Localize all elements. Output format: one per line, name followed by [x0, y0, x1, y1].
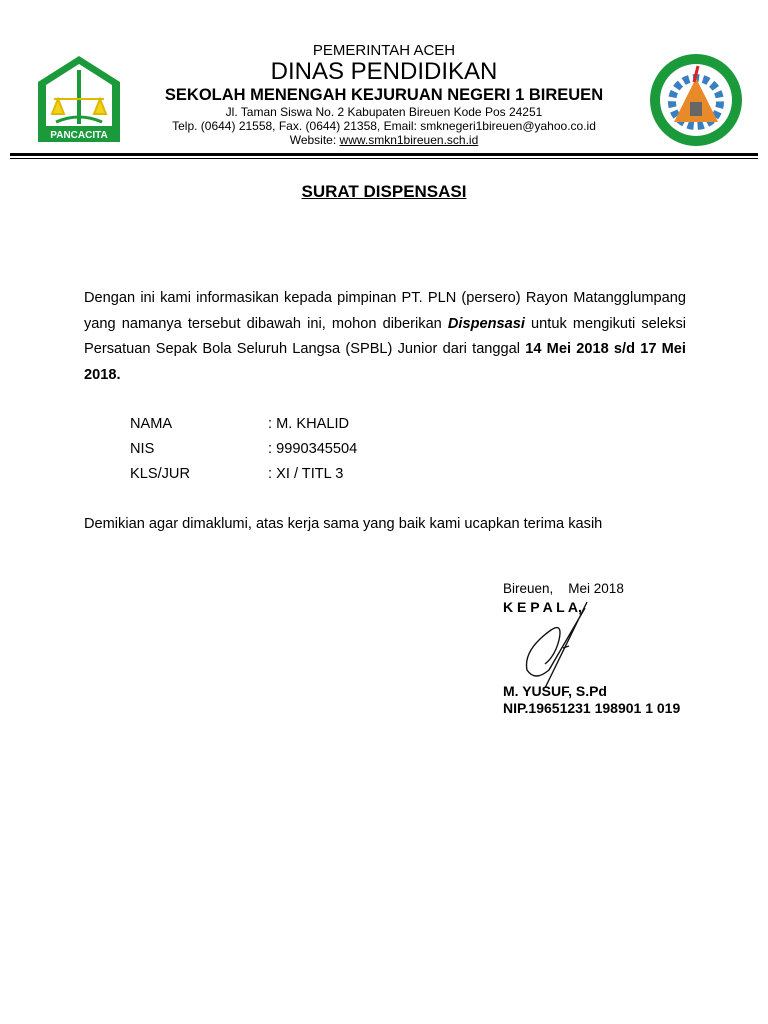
- letter-title: SURAT DISPENSASI: [301, 182, 467, 201]
- letter-body: [84, 286, 686, 389]
- body-text: Dengan ini kami informasikan kepada pimpinan PT. PLN (persero) Rayon Matangglumpang yang namanya tersebut dibawah ini, mohon diberikan: [84, 290, 686, 332]
- school-website-line: [0, 133, 768, 147]
- header-divider-thick: [10, 153, 758, 156]
- field-value: : XI / TITL 3: [268, 466, 344, 482]
- field-label: NIS: [130, 441, 155, 457]
- student-row-nis: [130, 441, 358, 457]
- school-contact: Telp. (0644) 21558, Fax. (0644) 21358, Email: smknegeri1bireuen@yahoo.co.id: [172, 119, 596, 133]
- header-divider-thin: [10, 158, 758, 159]
- body-emphasis: Dispensasi: [447, 315, 525, 332]
- website-link[interactable]: www.smkn1bireuen.sch.id: [339, 133, 479, 147]
- government-name: PEMERINTAH ACEH: [312, 42, 456, 59]
- field-value: : M. KHALID: [268, 416, 350, 432]
- body-text: untuk mengikuti seleksi Persatuan Sepak Bola Seluruh Langsa (SPBL) Junior dari tanggal: [84, 315, 686, 358]
- field-label: NAMA: [130, 416, 173, 432]
- field-value: : 9990345504: [268, 441, 358, 457]
- signatory-position: K E P A L A,: [503, 599, 582, 615]
- agency-name: DINAS PENDIDIKAN: [270, 58, 498, 85]
- closing-text: Demikian agar dimaklumi, atas kerja sama yang baik kami ucapkan terima kasih: [84, 516, 603, 532]
- handwritten-signature: [515, 600, 595, 690]
- place-date: Bireuen, Mei 2018: [503, 581, 624, 596]
- signatory-nip: NIP.19651231 198901 1 019: [503, 700, 681, 716]
- svg-text:PANCACITA: PANCACITA: [50, 130, 108, 141]
- student-row-class: [130, 466, 344, 482]
- student-row-name: [130, 416, 350, 432]
- body-dates: 14 Mei 2018 s/d 17 Mei 2018.: [84, 341, 686, 384]
- school-name: SEKOLAH MENENGAH KEJURUAN NEGERI 1 BIREUEN: [164, 86, 604, 104]
- signatory-name: M. YUSUF, S.Pd: [503, 683, 607, 699]
- field-label: KLS/JUR: [130, 466, 191, 482]
- website-label: Website:: [289, 133, 340, 147]
- school-address: Jl. Taman Siswa No. 2 Kabupaten Bireuen Kode Pos 24251: [225, 105, 543, 119]
